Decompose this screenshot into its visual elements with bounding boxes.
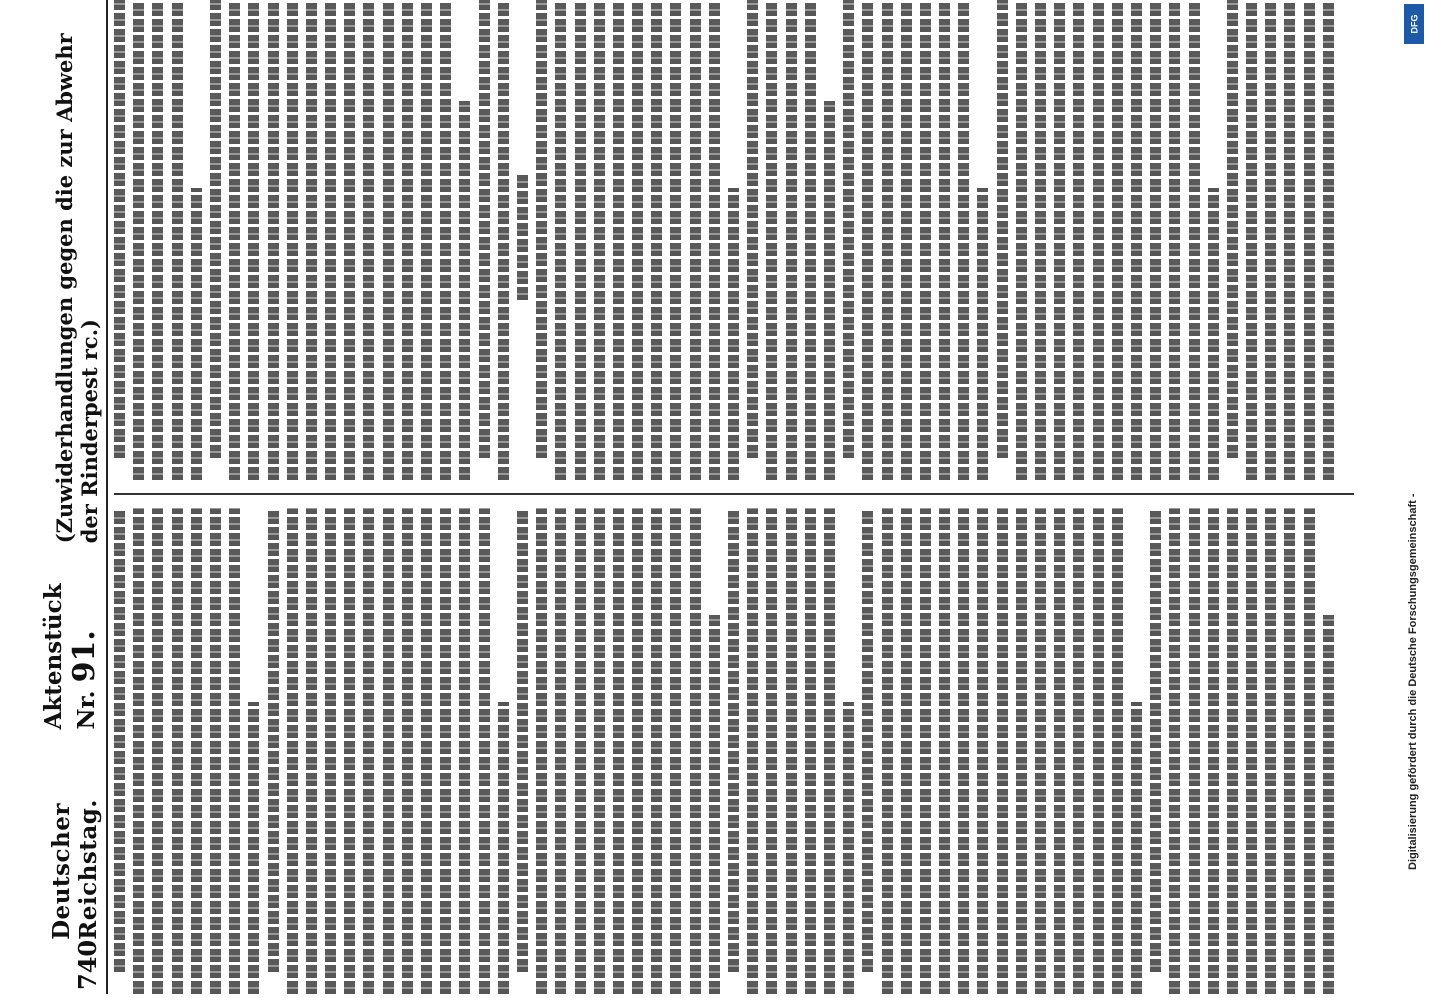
text-line (651, 0, 662, 480)
text-line (402, 508, 413, 994)
text-line (1169, 508, 1180, 994)
text-line (1016, 0, 1027, 480)
text-line (479, 0, 490, 458)
document-number-prefix: Aktenstück Nr. (40, 583, 100, 730)
text-line (766, 508, 777, 994)
text-line (1323, 0, 1334, 480)
text-line (172, 0, 183, 480)
text-line (824, 508, 835, 994)
text-line (555, 508, 566, 994)
text-line (728, 508, 739, 972)
text-line (1304, 0, 1315, 480)
text-line (901, 0, 912, 480)
text-line (248, 0, 259, 480)
text-line (766, 0, 777, 480)
text-line (1189, 508, 1200, 994)
column-divider (114, 493, 1354, 495)
text-column-right (114, 0, 1354, 480)
text-line (862, 0, 873, 480)
text-line (1112, 508, 1123, 994)
text-line (939, 0, 950, 480)
text-line (133, 0, 144, 480)
text-line (114, 0, 125, 458)
text-line (670, 508, 681, 994)
text-line (920, 508, 931, 994)
text-line (133, 508, 144, 994)
text-line (997, 0, 1008, 458)
text-line (1054, 508, 1065, 994)
text-line (1131, 0, 1142, 480)
text-line (402, 0, 413, 480)
text-line (1093, 508, 1104, 994)
text-line (882, 0, 893, 480)
text-line (498, 0, 509, 480)
text-line (901, 508, 912, 994)
text-line (651, 508, 662, 994)
text-line (210, 508, 221, 994)
text-line (1131, 702, 1142, 994)
text-line (363, 508, 374, 994)
text-line (843, 702, 854, 994)
text-line (479, 508, 490, 994)
text-line (210, 0, 221, 458)
text-line (191, 188, 202, 480)
text-line (805, 508, 816, 994)
text-line (421, 0, 432, 480)
text-line (977, 188, 988, 480)
text-line (1284, 508, 1295, 994)
digitization-credit (1398, 150, 1428, 870)
text-line (517, 508, 528, 972)
dfg-logo-text: DFG (1409, 14, 1419, 34)
text-line (1016, 508, 1027, 994)
text-line (268, 508, 279, 972)
text-line (575, 0, 586, 480)
text-line (1265, 0, 1276, 480)
text-line (172, 508, 183, 994)
text-line (440, 0, 451, 480)
text-line (517, 174, 528, 300)
text-line (536, 508, 547, 994)
text-line (690, 508, 701, 994)
text-line (594, 508, 605, 994)
text-line (498, 702, 509, 994)
scanned-page (40, 0, 1414, 994)
text-line (152, 508, 163, 994)
text-line (1208, 508, 1219, 994)
text-line (440, 508, 451, 994)
text-line (728, 188, 739, 480)
text-line (1284, 0, 1295, 480)
text-line (747, 508, 758, 994)
text-line (1246, 0, 1257, 480)
text-line (1323, 615, 1334, 994)
text-line (383, 0, 394, 480)
text-line (344, 508, 355, 994)
dfg-logo (1404, 4, 1424, 44)
text-line (1304, 508, 1315, 994)
text-line (594, 0, 605, 480)
text-line (344, 0, 355, 480)
text-line (1169, 0, 1180, 480)
text-line (363, 0, 374, 480)
text-line (613, 508, 624, 994)
text-line (268, 0, 279, 480)
text-line (862, 508, 873, 972)
publication-title: Deutscher Reichstag. (48, 799, 102, 940)
text-line (1227, 0, 1238, 458)
text-line (958, 508, 969, 994)
text-line (882, 508, 893, 994)
text-line (421, 508, 432, 994)
text-line (1054, 0, 1065, 480)
text-line (248, 702, 259, 994)
text-line (632, 508, 643, 994)
text-line (997, 508, 1008, 994)
text-line (1189, 0, 1200, 480)
text-line (1265, 508, 1276, 994)
text-line (1150, 0, 1161, 480)
text-line (843, 0, 854, 458)
text-line (632, 0, 643, 480)
text-line (1227, 508, 1238, 994)
text-line (1208, 188, 1219, 480)
document-number-value: 91. (67, 630, 102, 683)
text-line (1112, 0, 1123, 480)
text-line (670, 0, 681, 480)
text-line (555, 0, 566, 480)
text-line (805, 0, 816, 480)
text-line (114, 508, 125, 972)
text-line (824, 101, 835, 480)
text-line (1150, 508, 1161, 972)
text-line (287, 508, 298, 994)
page-number: 740 (73, 939, 102, 990)
text-line (709, 0, 720, 480)
text-line (747, 0, 758, 458)
document-number (40, 543, 102, 729)
text-line (191, 508, 202, 994)
page-header (40, 0, 108, 994)
text-line (152, 0, 163, 480)
text-line (1073, 508, 1084, 994)
text-line (613, 0, 624, 480)
text-line (459, 101, 470, 480)
text-line (977, 508, 988, 994)
text-line (690, 0, 701, 480)
text-line (1093, 0, 1104, 480)
text-line (1035, 508, 1046, 994)
text-line (229, 508, 240, 994)
text-line (920, 0, 931, 480)
text-line (939, 508, 950, 994)
document-topic: (Zuwiderhandlungen gegen die zur Abwehr der Rinderpest rc.) (52, 33, 102, 544)
text-line (786, 0, 797, 480)
text-line (229, 0, 240, 480)
text-line (383, 508, 394, 994)
text-column-left (114, 508, 1354, 994)
text-line (575, 508, 586, 994)
text-line (1246, 508, 1257, 994)
text-line (306, 0, 317, 480)
text-line (459, 508, 470, 994)
text-line (325, 0, 336, 480)
text-line (786, 508, 797, 994)
text-line (1073, 0, 1084, 480)
text-line (1035, 0, 1046, 480)
digitization-credit-text: Digitalisierung gefördert durch die Deutsche Forschungsgemeinschaft - (1407, 493, 1419, 870)
text-line (287, 0, 298, 480)
text-line (536, 0, 547, 458)
text-line (306, 508, 317, 994)
text-line (958, 0, 969, 480)
text-line (325, 508, 336, 994)
text-line (709, 615, 720, 994)
